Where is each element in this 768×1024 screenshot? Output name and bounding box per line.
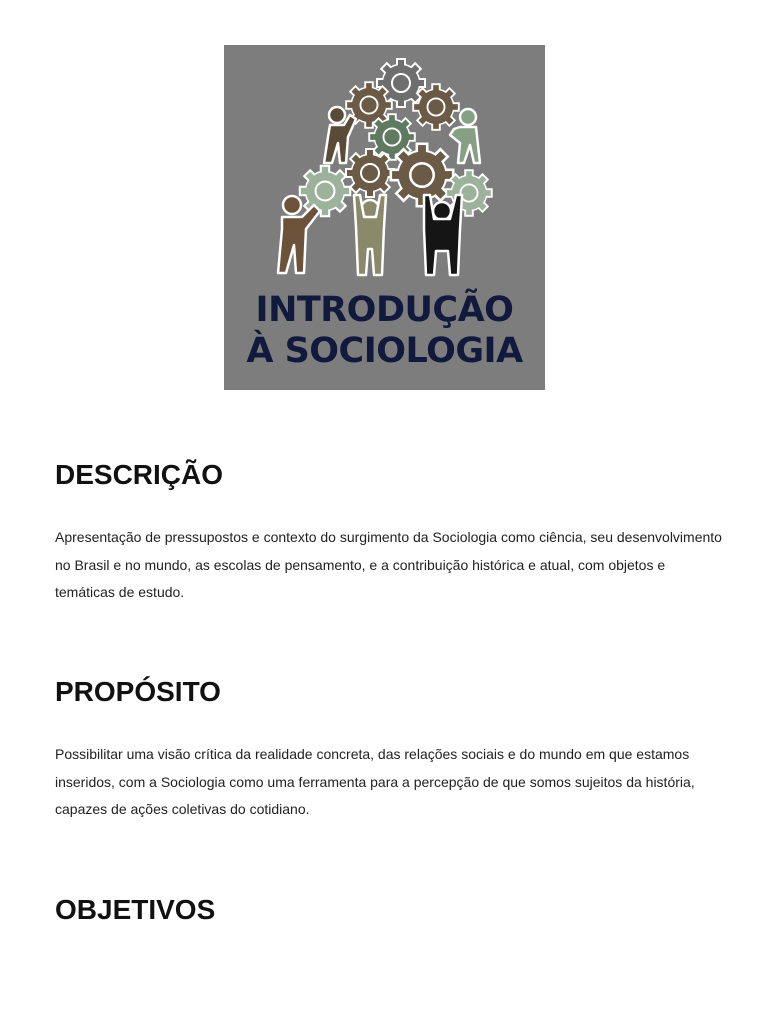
section-title-objetivos: OBJETIVOS	[55, 894, 216, 925]
section-title-proposito: PROPÓSITO	[55, 676, 221, 707]
section-title-descricao: DESCRIÇÃO	[55, 459, 224, 490]
section-body-descricao: Apresentação de pressupostos e contexto do surgimento da Sociologia como ciência, seu desenvolvimento no Brasil e no mundo, as escolas de pensamento, e a contribuição histórica e atual, com objetos e temáticas de estudo.	[55, 529, 722, 600]
cover-image	[224, 45, 545, 390]
cover-title-line-1: INTRODUÇÃO	[255, 290, 514, 330]
section-body-proposito: Possibilitar uma visão crítica da realidade concreta, das relações sociais e do mundo em que estamos inseridos, com a Sociologia como uma ferramenta para a percepção de que somos sujeitos da história, capazes de ações coletivas do cotidiano.	[55, 746, 695, 817]
cover-title-line-2: À SOCIOLOGIA	[246, 331, 523, 371]
gears-and-people-icon	[224, 45, 545, 295]
